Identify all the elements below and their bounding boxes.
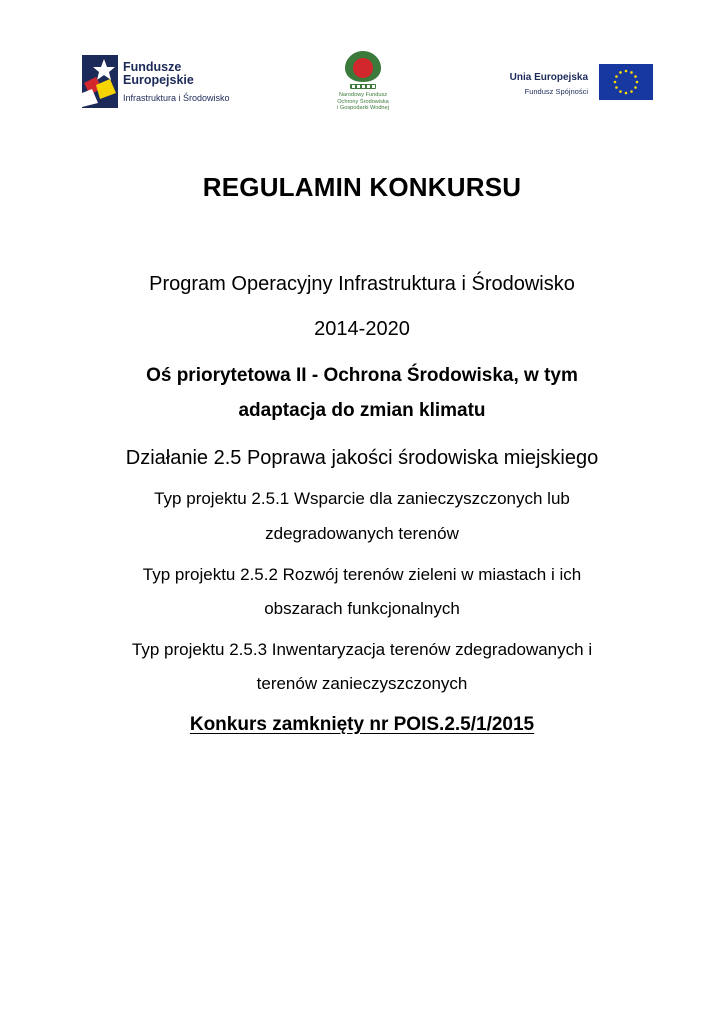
ue-fund: Fundusz Spójności (524, 87, 588, 96)
project-type-1-line1: Typ projektu 2.5.1 Wsparcie dla zanieczyszczonych lub (154, 489, 570, 508)
project-type-3-line1: Typ projektu 2.5.3 Inwentaryzacja terenów zdegradowanych i (131, 640, 593, 659)
eu-star-icon (614, 81, 617, 84)
eu-star-icon (634, 75, 637, 78)
eu-star-icon (634, 86, 637, 89)
project-type-2-line1: Typ projektu 2.5.2 Rozwój terenów zieleni w miastach i ich (142, 565, 582, 584)
project-type-3-line2: terenów zanieczyszczonych (256, 674, 468, 693)
fundusze-line1: Fundusze (123, 60, 182, 74)
fundusze-europejskie-logo (82, 55, 252, 110)
nfosigw-line1: Narodowy Fundusz (338, 92, 388, 98)
eu-flag-icon (599, 64, 653, 100)
nfosigw-logo (326, 48, 400, 120)
eu-star-icon (630, 90, 633, 93)
eu-star-icon (619, 71, 622, 74)
eu-star-icon (636, 81, 639, 84)
contest-number: Konkurs zamknięty nr POIS.2.5/1/2015 (189, 714, 535, 735)
eu-star-icon (625, 70, 628, 73)
priority-axis-line2: adaptacja do zmian klimatu (238, 400, 486, 421)
project-type-2-line2: obszarach funkcjonalnych (264, 599, 460, 618)
eu-star-icon (619, 90, 622, 93)
nfosigw-line2: Ochrony Środowiska (337, 98, 389, 105)
program-years: 2014-2020 (314, 318, 410, 340)
document-title: REGULAMIN KONKURSU (202, 172, 522, 202)
nfosigw-caption (326, 92, 400, 112)
unia-europejska-logo (493, 64, 653, 102)
ue-name: Unia Europejska (509, 72, 588, 83)
eu-star-icon (625, 92, 628, 95)
project-type-1-line2: zdegradowanych terenów (265, 524, 459, 543)
fundusze-line2: Europejskie (123, 73, 194, 87)
fundusze-europejskie-flag-icon (82, 55, 118, 108)
eu-star-icon (630, 71, 633, 74)
nfosigw-leaf-icon (341, 48, 385, 92)
eu-star-icon (615, 86, 618, 89)
priority-axis-line1: Oś priorytetowa II - Ochrona Środowiska, w tym (146, 365, 578, 386)
fundusze-program: Infrastruktura i Środowisko (123, 93, 230, 103)
eu-star-icon (615, 75, 618, 78)
nfosigw-line3: i Gospodarki Wodnej (337, 105, 389, 112)
fundusze-name (123, 61, 194, 87)
action-title: Działanie 2.5 Poprawa jakości środowiska miejskiego (125, 447, 599, 469)
program-name: Program Operacyjny Infrastruktura i Środowisko (149, 273, 575, 295)
